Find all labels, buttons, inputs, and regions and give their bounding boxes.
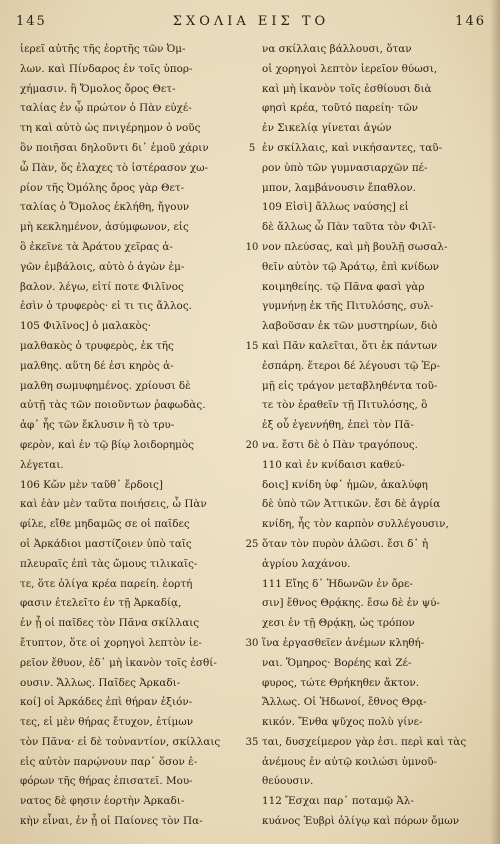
page-number-right: 146 xyxy=(455,14,486,29)
text-line: μαλθης. αὕτη δέ ἐσι κηρὸς ἀ- xyxy=(20,359,174,372)
text-line: χήμασιν. ἢ Ὄμολος ὄρος Θετ- xyxy=(20,82,176,95)
text-line: κυάνος Ἐυβρὶ ὀλίγῳ καὶ πόρων ὄμων xyxy=(262,815,460,828)
text-line: κοί] οἱ Ἀρκάδες ἐπὶ θήραν ἐξιόν- xyxy=(20,696,193,709)
line-number: 30 xyxy=(245,637,259,649)
text-line: φησὶ κρέα, τοῦτό παρείη· τῶν xyxy=(262,102,418,115)
text-line: γυμνήνῃ ἐκ τῆς Πιτυλόσης, συλ- xyxy=(262,300,434,313)
text-line: κνίδη, ἧς τὸν καρπὸν συλλέγουσιν, xyxy=(262,518,449,531)
text-line: ἔτυπτον, ὅτε οἱ χορηγοὶ λεπτὸν ἱε- xyxy=(20,636,202,649)
text-line: κικόν. Ἔνθα ψῦχος πολὺ γίνε- xyxy=(262,716,423,729)
text-line: ἐν Σικελίᾳ γίνεται ἀγών xyxy=(262,122,392,135)
text-line: φερὸν, καὶ ἐν τῷ βίῳ λοιδορημὸς xyxy=(20,438,194,451)
text-line: ἐσπάρη. ἕτεροι δέ λέγουσι τῷ Ἑρ- xyxy=(262,359,440,372)
text-line: ρεῖον ἔθυον, ἐδ᾽ μὴ ἱκανὸν τοῖς ἐσθί- xyxy=(20,656,217,669)
text-line: 106 Κὤν μὲν ταῦθ᾽ ἔρδοις] xyxy=(20,478,163,491)
text-line: κὴν εἶναι, ἐν ᾗ οἱ Παίονες τὸν Πα- xyxy=(20,815,203,828)
text-line: ἀγρίου λαχάνου. xyxy=(262,557,351,570)
text-line: δὲ ὑπὸ τῶν Ἀττικῶν. ἔσι δὲ ἀγρία xyxy=(262,498,441,511)
text-line: ὃ ἐκεῖνε τὰ Ἀράτου χεῖρας ἀ- xyxy=(20,240,173,253)
text-line: 110 καὶ ἐν κνίδαισι καθεύ- xyxy=(262,458,405,471)
text-line: νον πλεύσας, καὶ μὴ βουλῇ σωσαλ- xyxy=(262,240,448,253)
text-line: ἐν ᾗ οἱ παῖδες τὸν Πᾶνα σκίλλαις xyxy=(20,617,200,630)
text-line: καὶ Πᾶν καλεῖται, ὅτι ἐκ πάντων xyxy=(262,339,438,352)
text-line: να σκίλλαις βάλλουσι, ὅταν xyxy=(262,43,412,55)
text-line: ἐσὶν ὁ τρυφερὸς· εἰ τι τις ἄλλος. xyxy=(20,300,192,313)
text-line: τη καὶ αὐτὸ ὡς πνιγέρημον ὁ νοῦς xyxy=(20,122,201,135)
text-line: τὸν Πᾶνα· εἰ δὲ τοὐναντίον, σκίλλαις xyxy=(20,735,221,748)
line-number-gutter xyxy=(242,40,262,832)
text-line: 111 Εἴης δ᾽ Ἠδωνῶν ἐν ὄρε- xyxy=(262,577,413,590)
text-line: οἱ Ἀρκάδιοι μαστίζοιεν ὑπὸ ταῖς xyxy=(20,537,192,550)
text-line: 105 Φιλῖνος] ὁ μαλακὸς· xyxy=(20,320,151,333)
text-line: θεῖν αὐτὸν τῷ Ἀράτῳ, ἐπὶ κνίδων xyxy=(262,260,439,273)
text-line: τε τὸν ἐραθεῖν τῇ Πιτυλόσης, ὃ xyxy=(262,399,428,412)
text-line: ταλίας ἐν ᾧ πρώτον ὁ Πὰν εὐχέ- xyxy=(20,102,192,115)
line-number: 10 xyxy=(245,241,259,253)
text-line: φασιν ἐτελεῖτο ἐν τῇ Ἀρκαδίᾳ, xyxy=(20,597,182,610)
text-line: σιν] ἔθνος Θρᾴκης. ἔσω δὲ ἐν ψύ- xyxy=(262,597,440,610)
text-line: φόρων τῆς θήρας ἐπισατεῖ. Μου- xyxy=(20,775,193,788)
text-line: ὦ Πὰν, ὅς ἐλαχες τὸ ἱστέρασον χω- xyxy=(20,161,209,174)
text-line: λαβοῦσαν ἐκ τῶν μυστηρίων, διὸ xyxy=(262,320,438,333)
page-edge-shadow xyxy=(490,0,500,844)
text-line: δὲ ἄλλως ὦ Πὰν ταῦτα τὸν Φιλῖ- xyxy=(262,221,436,234)
text-line: ἐν σκίλλαις, καὶ νικήσαντες, ταῦ- xyxy=(262,141,443,154)
line-number: 35 xyxy=(245,736,259,748)
text-line: ἵνα ἐργασθεῖεν ἀνέμων κληθή- xyxy=(262,636,425,649)
text-line: λων. καὶ Πίνδαρος ἐν τοῖς ὑπορ- xyxy=(20,62,193,75)
text-line: γῶν ἐμβάλοις, αὐτὸ ὁ ἀγὼν ἐμ- xyxy=(20,260,185,273)
left-text-column xyxy=(20,40,238,832)
line-number: 25 xyxy=(245,538,259,550)
text-line: ουσιν. Ἄλλως. Παῖδες Ἀρκαδι- xyxy=(20,676,181,689)
running-title: ΣΧΟΛΙΑ ΕΙΣ ΤΟ xyxy=(172,14,330,29)
text-line: νατος δὲ φησιν ἑορτὴν Ἀρκαδι- xyxy=(20,795,185,808)
text-line: καὶ ἐὰν μὲν ταῦτα ποιήσεις, ὦ Πὰν xyxy=(20,498,207,511)
text-line: φίλε, εἴθε μηδαμῶς σε οἱ παῖδες xyxy=(20,518,190,531)
text-line: τες, εἰ μὲν θήρας ἔτυχον, ἐτίμων xyxy=(20,716,194,729)
line-number: 5 xyxy=(248,142,256,154)
text-line: τε, ὅτε ὀλίγα κρέα παρείη. ἑορτή xyxy=(20,577,193,590)
text-line: ρίον τῆς Ὀμόλης ὄρος γὰρ Θετ- xyxy=(20,181,185,194)
text-line: θεύουσιν. xyxy=(262,775,314,788)
text-line: μαλθακὸς ὁ τρυφερὸς, ἐκ τῆς xyxy=(20,339,174,352)
text-line: ρον ὑπὸ τῶν γυμνασιαρχῶν πέ- xyxy=(262,161,428,174)
text-line: ται, δυσχείμερον γὰρ ἐσι. περὶ καὶ τὰς xyxy=(262,735,467,748)
text-line: 112 Ἔσχαι παρ᾽ ποταμῷ Ἀλ- xyxy=(262,795,414,808)
line-number: 15 xyxy=(245,340,259,352)
text-line: ἐξ οὗ ἐγεννήθη, ἐπεὶ τὸν Πᾶ- xyxy=(262,419,414,432)
text-line: ἱερεῖ αὐτῆς τῆς ἑορτῆς τῶν Ὀμ- xyxy=(20,43,186,55)
text-line: ὂν ποιῆσαι δηλοῦντι δι᾽ ἐμοῦ χάριν xyxy=(20,141,209,154)
text-line: αὐτῇ τὰς τῶν ποιοῦντων ῥαφωδὰς. xyxy=(20,399,206,412)
right-text-column xyxy=(262,40,484,832)
text-line: ὅταν τὸν πυρὸν ἀλῶσι. ἔσι δ᾽ ἡ xyxy=(262,537,429,550)
text-line: φυρος, τώτε Θρήκηθεν ἄκτον. xyxy=(262,676,420,689)
text-line: ναι. Ὅμηρος· Βορέης καὶ Ζέ- xyxy=(262,656,412,669)
text-line: μαλθη σωμυφημένος. χρίουσι δὲ xyxy=(20,379,191,392)
text-line: ἀνέμους ἐν αὐτῷ κοιλώσι ὑμνοῦ- xyxy=(262,755,438,768)
page-header xyxy=(16,14,486,38)
text-line: εἰς αὐτὸν παρῴνουν παρ᾽ ὅσον ἐ- xyxy=(20,755,198,768)
line-number: 20 xyxy=(245,439,259,451)
text-line: μῇ εἰς τράγον μεταβληθέντα τοῦ- xyxy=(262,379,438,392)
text-line: καὶ μὴ ἱκανὸν τοῖς ἐσθίουσι διὰ xyxy=(262,82,432,95)
text-line: βαλον. λέγω, εἰτί ποτε Φιλῖνος xyxy=(20,280,184,293)
text-line: δοις] κνίδη ὑφ᾽ ἡμῶν, ἀκαλύφη xyxy=(262,478,428,491)
text-line: χεσι ἐν τῇ Θρᾴκῃ, ὡς τρόπον xyxy=(262,617,415,630)
text-line: 109 Εἰσὶ] ἄλλως ναύσης] εἰ xyxy=(262,201,409,214)
text-line: πλευραῖς ἐπὶ τὰς ὤμους τιλικαῖς- xyxy=(20,557,198,570)
text-line: λέγεται. xyxy=(20,458,64,471)
text-line: ταλίας ὁ Ὄμολος ἐκλήθη, ἤγουν xyxy=(20,201,190,214)
text-line: ἀφ᾽ ἧς τῶν ἔκλυσιν ἢ τὸ τρυ- xyxy=(20,419,175,432)
text-line: οἱ χορηγοὶ λεπτὸν ἱερεῖον θύωσι, xyxy=(262,62,438,75)
page-number-left: 145 xyxy=(16,14,47,29)
text-line: κοιμηθείης. τῷ Πᾶνα φασὶ γὰρ xyxy=(262,280,425,293)
text-line: μὴ κεκλημένον, ἀσύμφωνον, εἰς xyxy=(20,221,189,234)
text-line: να. ἔστι δὲ ὁ Πὰν τραγόπους. xyxy=(262,438,418,451)
text-line: μπον, λαμβάνουσιν ἔπαθλον. xyxy=(262,181,416,194)
text-line: Ἄλλως. Οἱ Ἠδωνοί, ἔθνος Θρᾳ- xyxy=(262,696,427,709)
